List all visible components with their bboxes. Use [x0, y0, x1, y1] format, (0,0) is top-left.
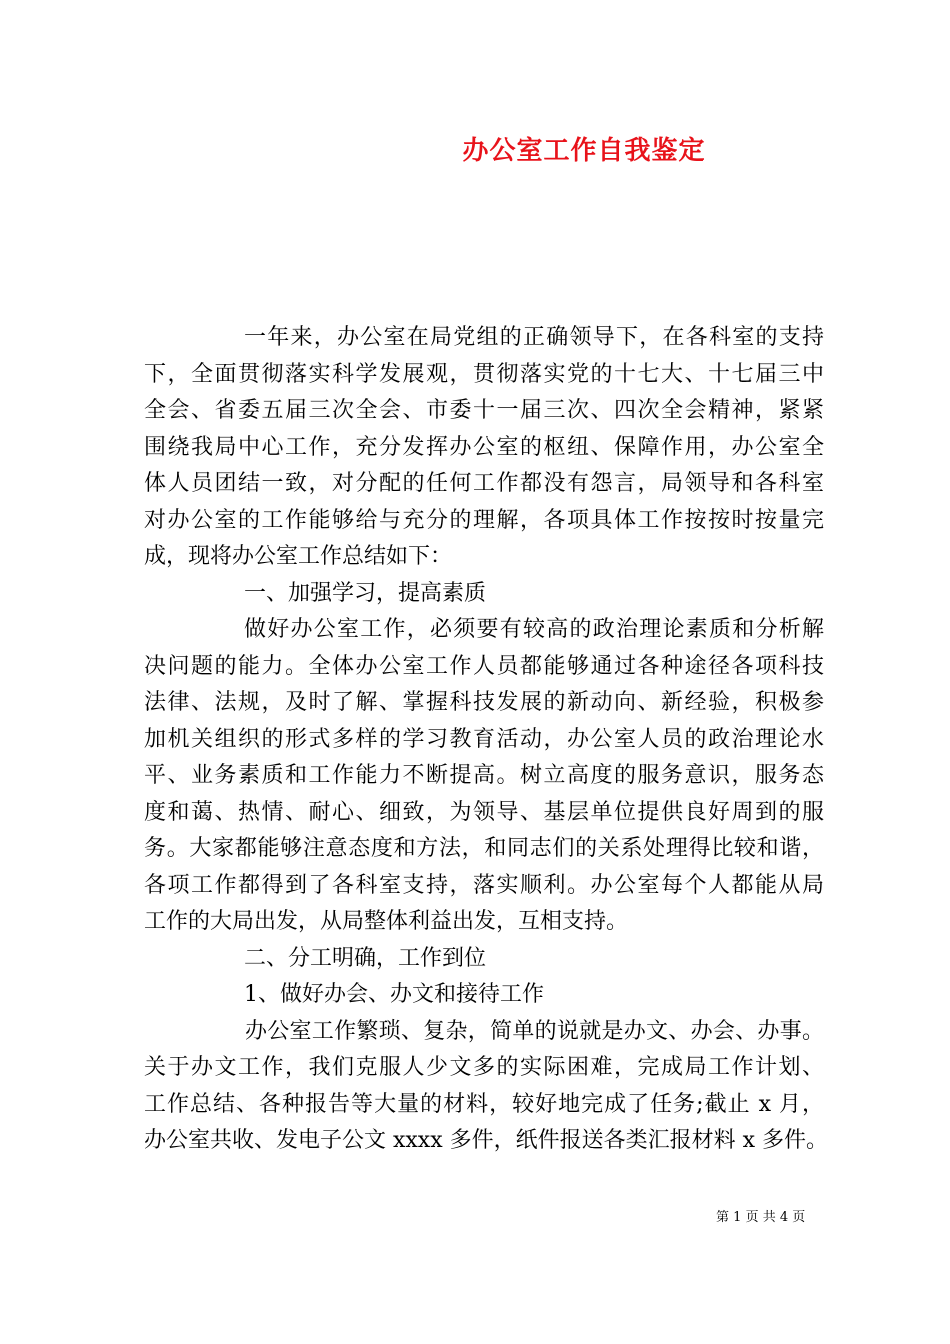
footer-prefix: 第: [716, 1210, 730, 1225]
section-heading: 一、加强学习，提高素质: [244, 580, 487, 606]
paragraph-line: 对办公室的工作能够给与充分的理解，各项具体工作按按时按量完: [144, 507, 824, 533]
document-body: [144, 320, 829, 1160]
paragraph-line: 法律、法规，及时了解、掌握科技发展的新动向、新经验，积极参: [144, 690, 824, 715]
paragraph-line: 做好办公室工作，必须要有较高的政治理论素质和分析解: [244, 617, 824, 642]
footer-total-pages: 4: [779, 1210, 789, 1225]
paragraph-line: 度和蔼、热情、耐心、细致，为领导、基层单位提供良好周到的服: [144, 799, 824, 825]
paragraph-line: 务。大家都能够注意态度和方法，和同志们的关系处理得比较和谐，: [144, 836, 824, 861]
paragraph-line: 各项工作都得到了各科室支持，落实顺利。办公室每个人都能从局: [144, 872, 824, 898]
footer-suffix: 页: [792, 1210, 806, 1225]
paragraph-line: 办公室工作繁琐、复杂，简单的说就是办文、办会、办事。: [245, 1018, 824, 1044]
paragraph-line: 决问题的能力。全体办公室工作人员都能够通过各种途径各项科技: [144, 653, 824, 679]
footer-page-number: 1: [733, 1210, 742, 1225]
paragraph-line: 办公室共收、发电子公文 xxxx 多件，纸件报送各类汇报材料 x 多件。: [144, 1128, 829, 1153]
footer-middle: 页 共: [745, 1210, 776, 1225]
paragraph-line: 下，全面贯彻落实科学发展观，贯彻落实党的十七大、十七届三中: [144, 361, 824, 387]
document-title: 办公室工作自我鉴定: [462, 136, 706, 166]
paragraph-line: 成，现将办公室工作总结如下：: [144, 544, 453, 569]
page-number-footer: [716, 1206, 805, 1225]
section-heading: 二、分工明确，工作到位: [244, 945, 487, 971]
paragraph-line: 工作总结、各种报告等大量的材料，较好地完成了任务;截止 x 月，: [144, 1091, 824, 1117]
paragraph-line: 工作的大局出发，从局整体利益出发，互相支持。: [144, 909, 629, 934]
paragraph-line: 全会、省委五届三次全会、市委十一届三次、四次全会精神，紧紧: [144, 398, 824, 423]
paragraph-line: 一年来，办公室在局党组的正确领导下，在各科室的支持: [244, 325, 824, 350]
paragraph-line: 体人员团结一致，对分配的任何工作都没有怨言，局领导和各科室: [144, 471, 824, 496]
paragraph-line: 围绕我局中心工作，充分发挥办公室的枢纽、保障作用，办公室全: [144, 434, 824, 460]
subsection-heading: 1、做好办会、办文和接待工作: [244, 982, 544, 1007]
paragraph-line: 平、业务素质和工作能力不断提高。树立高度的服务意识，服务态: [144, 763, 824, 788]
paragraph-line: 加机关组织的形式多样的学习教育活动，办公室人员的政治理论水: [144, 726, 824, 752]
paragraph-line: 关于办文工作，我们克服人少文多的实际困难，完成局工作计划、: [144, 1055, 824, 1080]
